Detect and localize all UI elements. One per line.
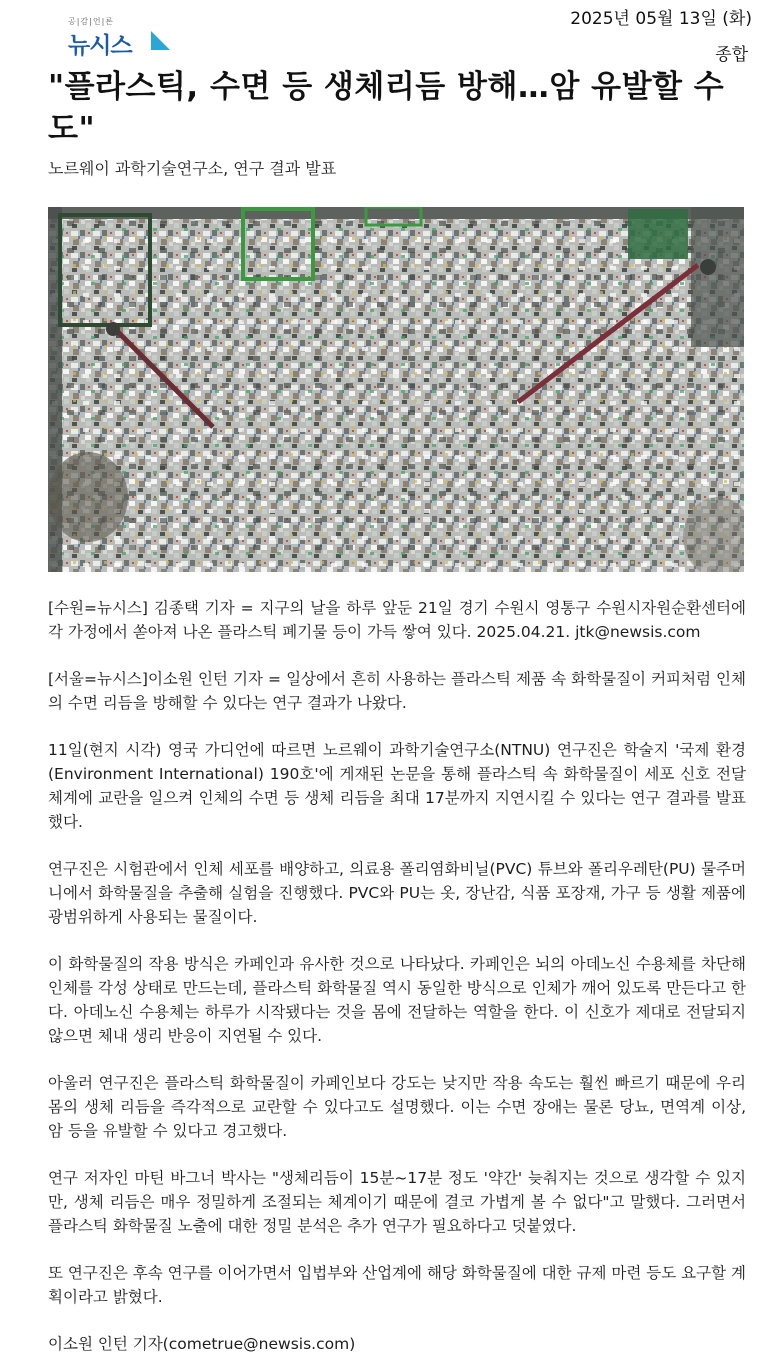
photo-caption: [수원=뉴시스] 김종택 기자 = 지구의 날을 하루 앞둔 21일 경기 수원시 영통구 수원시자원순환센터에 각 가정에서 쏟아져 나온 플라스틱 폐기물 등이 가득 쌓여 있다. 2025.04.21. jtk@newsis.com <box>48 599 746 641</box>
newsis-logo[interactable] <box>68 16 178 59</box>
section-label: 종합 <box>715 45 748 65</box>
article-body <box>48 596 746 1356</box>
paragraph-4: 이 화학물질의 작용 방식은 카페인과 유사한 것으로 나타났다. 카페인은 뇌의 아데노신 수용체를 차단해 인체를 각성 상태로 만드는데, 플라스틱 화학물질 역시 동일한 방식으로 인체가 깨어 있도록 만든다고 한다. 아데노신 수용체는 하루가 시작됐다는 것을 몸에 전달하는 역할을 한다. 이 신호가 제대로 전달되지 않으면 체내 생리 반응이 지연될 수 있다. <box>48 955 746 1045</box>
plastic-waste-pile-image <box>48 207 744 572</box>
paragraph-5: 아울러 연구진은 플라스틱 화학물질이 카페인보다 강도는 낮지만 작용 속도는 훨씬 빠르기 때문에 우리 몸의 생체 리듬을 즉각적으로 교란할 수 있다고도 설명했다. 이는 수면 장애는 물론 당뇨, 면역계 이상, 암 등을 유발할 수 있다고 경고했다. <box>48 1074 746 1140</box>
article-photo <box>48 207 744 572</box>
paragraph-7: 또 연구진은 후속 연구를 이어가면서 입법부와 산업계에 해당 화학물질에 대한 규제 마련 등도 요구할 계획이라고 밝혔다. <box>48 1264 746 1306</box>
logo-triangle-icon <box>151 31 170 50</box>
publication-date: 2025년 05월 13일 (화) <box>570 9 752 29</box>
subheadline: 노르웨이 과학기술연구소, 연구 결과 발표 <box>48 159 337 178</box>
paragraph-3: 연구진은 시험관에서 인체 세포를 배양하고, 의료용 폴리염화비닐(PVC) 튜브와 폴리우레탄(PU) 물주머니에서 화학물질을 추출해 실험을 진행했다. PVC와 PU는 옷, 장난감, 식품 포장재, 가구 등 생활 제품에 광범위하게 사용되는 물질이다. <box>48 860 746 926</box>
page-header <box>0 0 774 65</box>
logo-name: 뉴시스 <box>68 33 132 59</box>
headline: "플라스틱, 수면 등 생체리듬 방해…암 유발할 수도" <box>48 69 725 147</box>
byline: 이소원 인턴 기자(cometrue@newsis.com) <box>48 1335 356 1353</box>
paragraph-6: 연구 저자인 마틴 바그너 박사는 "생체리듬이 15분~17분 정도 '약간' 늦춰지는 것으로 생각할 수 있지만, 생체 리듬은 매우 정밀하게 조절되는 체계이기 때문에 결코 가볍게 볼 수 없다"고 말했다. 그러면서 플라스틱 화학물질 노출에 대한 정밀 분석은 추가 연구가 필요하다고 덧붙였다. <box>48 1169 746 1235</box>
logo-tagline: 공|감|언|론 <box>68 17 114 26</box>
paragraph-1: [서울=뉴시스]이소원 인턴 기자 = 일상에서 흔히 사용하는 플라스틱 제품 속 화학물질이 커피처럼 인체의 수면 리듬을 방해할 수 있다는 연구 결과가 나왔다. <box>48 670 746 712</box>
paragraph-2: 11일(현지 시각) 영국 가디언에 따르면 노르웨이 과학기술연구소(NTNU) 연구진은 학술지 '국제 환경(Environment International) 190호'에 게재된 논문을 통해 플라스틱 속 화학물질이 세포 신호 전달 체계에 교란을 일으켜 인체의 수면 등 생체 리듬을 최대 17분까지 지연시킬 수 있다는 연구 결과를 발표했다. <box>48 741 746 831</box>
